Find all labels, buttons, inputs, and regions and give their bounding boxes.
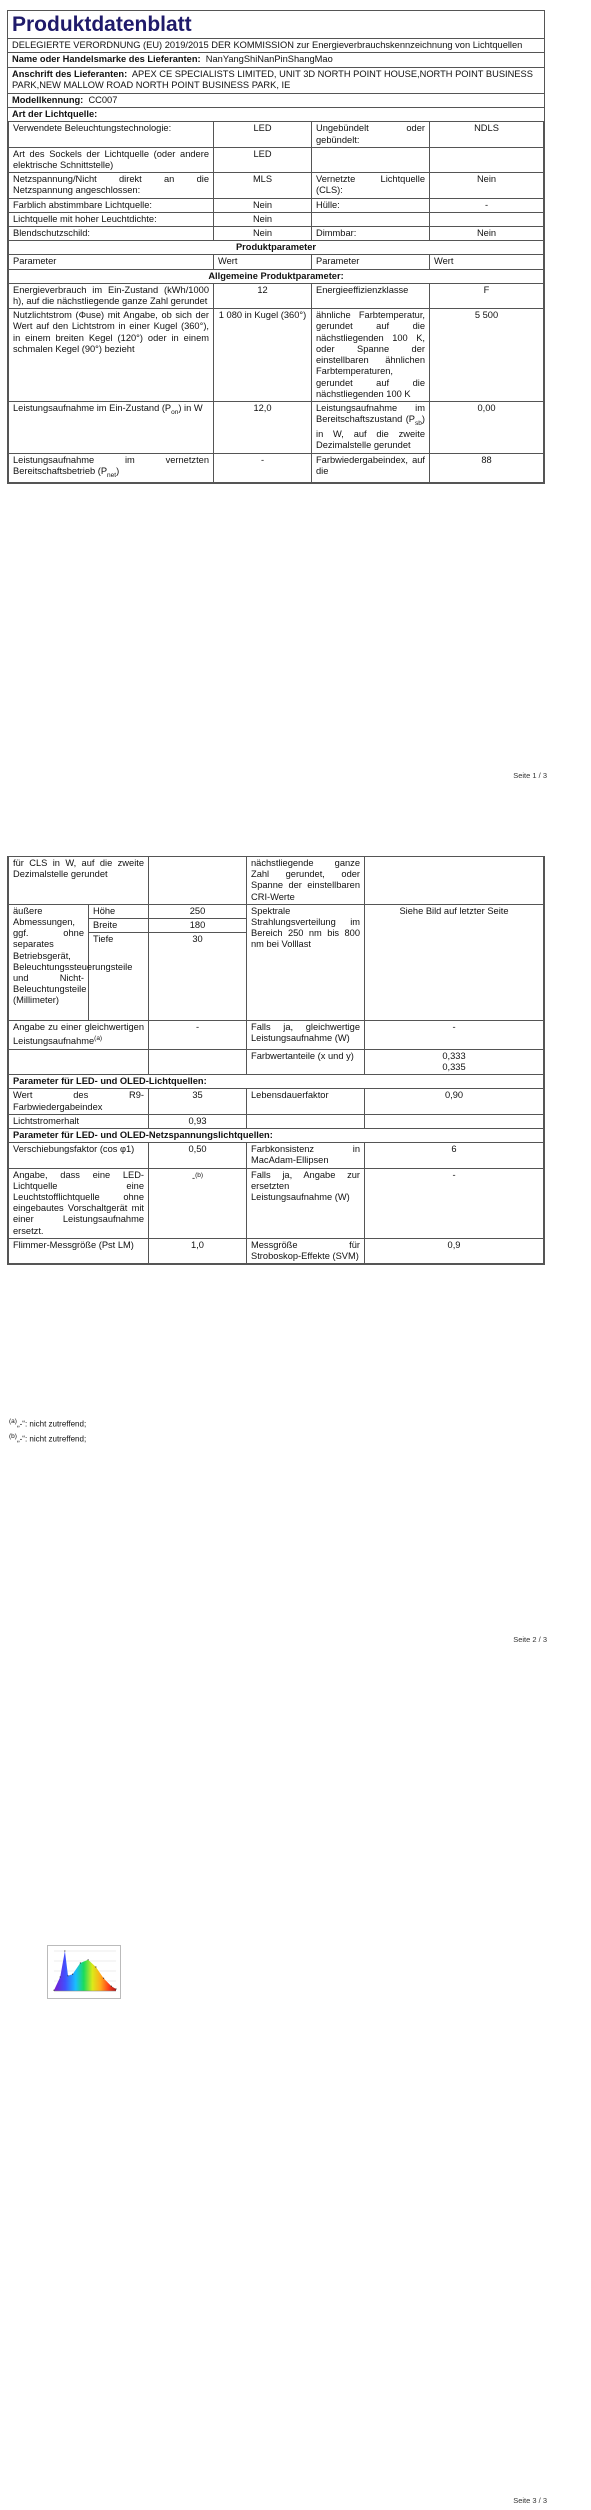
cell-label bbox=[9, 1021, 149, 1050]
spectrum-point bbox=[103, 1978, 104, 1979]
cell-label: Lichtquelle mit hoher Leuchtdichte: bbox=[9, 212, 214, 226]
col-header-param: Parameter bbox=[9, 255, 214, 269]
footnote-ref: (b) bbox=[195, 1171, 204, 1179]
footnote-ref: (a) bbox=[94, 1035, 103, 1043]
section-header-row bbox=[9, 1075, 544, 1089]
width-label: Breite bbox=[89, 919, 149, 933]
cell-empty bbox=[9, 1049, 149, 1074]
table-row bbox=[9, 904, 544, 918]
spectrum-point bbox=[80, 1962, 81, 1963]
cell-label bbox=[9, 453, 214, 482]
footnotes bbox=[0, 1416, 86, 1445]
page-number: Seite 1 / 3 bbox=[513, 771, 547, 780]
table-row bbox=[9, 1168, 544, 1238]
page-number: Seite 3 / 3 bbox=[513, 2496, 547, 2505]
table-row bbox=[9, 122, 544, 147]
cell-label: Verwendete Beleuchtungstechnologie: bbox=[9, 122, 214, 147]
cell-label: Lichtstromerhalt bbox=[9, 1114, 149, 1128]
cell-value bbox=[365, 1049, 544, 1074]
height-value: 250 bbox=[149, 904, 247, 918]
supplier-address-row bbox=[8, 68, 544, 94]
label-part: ) in W bbox=[178, 402, 203, 413]
label-part: ) in W, auf die zweite Dezimalstelle gerundet bbox=[316, 414, 425, 451]
cell-value: 6 bbox=[365, 1143, 544, 1168]
datasheet-frame-1 bbox=[7, 10, 545, 484]
table-row bbox=[9, 147, 544, 172]
light-source-type-heading: Art der Lichtquelle: bbox=[12, 109, 98, 120]
cell-value: - bbox=[214, 453, 312, 482]
cell-label: Lebensdauerfaktor bbox=[247, 1089, 365, 1114]
led-params-heading: Parameter für LED- und OLED-Lichtquellen: bbox=[9, 1075, 544, 1089]
cell-label: Messgröße für Stroboskop-Effekte (SVM) bbox=[247, 1238, 365, 1263]
cell-label: Hülle: bbox=[312, 198, 430, 212]
cell-value: Nein bbox=[430, 227, 544, 241]
cell-value: MLS bbox=[214, 173, 312, 198]
cell-value: NDLS bbox=[430, 122, 544, 147]
regulation-text: DELEGIERTE VERORDNUNG (EU) 2019/2015 DER KOMMISSION zur Energieverbrauchskennzeichnung von Lichtquellen bbox=[8, 39, 544, 53]
cell-empty bbox=[430, 212, 544, 226]
table-row bbox=[9, 1238, 544, 1263]
cell-empty bbox=[149, 1049, 247, 1074]
footnote-text: „-“: nicht zutreffend; bbox=[16, 1434, 87, 1444]
table-row bbox=[9, 283, 544, 308]
cell-value: 12,0 bbox=[214, 401, 312, 453]
cell-value: 12 bbox=[214, 283, 312, 308]
column-header-row bbox=[9, 255, 544, 269]
col-header-value: Wert bbox=[214, 255, 312, 269]
spectrum-point bbox=[53, 1990, 54, 1991]
cell-value: LED bbox=[214, 147, 312, 172]
label-part: ) bbox=[116, 465, 120, 476]
cell-label: Farbkonsistenz in MacAdam-Ellipsen bbox=[247, 1143, 365, 1168]
cell-value: - bbox=[430, 198, 544, 212]
cell-label: Dimmbar: bbox=[312, 227, 430, 241]
label-sub: sb bbox=[415, 419, 422, 427]
col-header-param: Parameter bbox=[312, 255, 430, 269]
cell-label bbox=[312, 401, 430, 453]
cell-label: Angabe, dass eine LED-Lichtquelle eine Leuchtstofflichtquelle ohne eingebautes Vorschaltgerät mit einer Leistungsaufnahme ersetzt. bbox=[9, 1168, 149, 1238]
cell-value: 0,00 bbox=[430, 401, 544, 453]
spectrum-point bbox=[60, 1976, 61, 1977]
datasheet-frame-2 bbox=[7, 856, 545, 1265]
cell-label bbox=[9, 401, 214, 453]
table-row bbox=[9, 309, 544, 402]
table-row bbox=[9, 1143, 544, 1168]
footnote-text: „-“: nicht zutreffend; bbox=[16, 1419, 87, 1429]
footnote-mark: (a) bbox=[9, 1418, 17, 1425]
cell-label: Ungebündelt oder gebündelt: bbox=[312, 122, 430, 147]
cell-value: 1,0 bbox=[149, 1238, 247, 1263]
cell-empty bbox=[365, 857, 544, 905]
cell-label: Energieeffizienzklasse bbox=[312, 283, 430, 308]
params-table-cont bbox=[8, 856, 544, 1264]
product-params-heading: Produktparameter bbox=[9, 241, 544, 255]
height-label: Höhe bbox=[89, 904, 149, 918]
table-row bbox=[9, 1021, 544, 1050]
cell-label: Art des Sockels der Lichtquelle (oder andere elektrische Schnittstelle) bbox=[9, 147, 214, 172]
label-sub: net bbox=[107, 471, 117, 479]
table-row bbox=[9, 227, 544, 241]
cell-value: Nein bbox=[214, 198, 312, 212]
model-id: CC007 bbox=[88, 94, 118, 105]
cell-label: Nutzlichtstrom (Φuse) mit Angabe, ob sich der Wert auf den Lichtstrom in einer Kugel (360°), in einem breiten Kegel (120°) oder in einem schmalen Kegel (90°) bezieht bbox=[9, 309, 214, 402]
section-header-row bbox=[9, 1128, 544, 1142]
supplier-name-row bbox=[8, 53, 544, 67]
cell-label: für CLS in W, auf die zweite Dezimalstelle gerundet bbox=[9, 857, 149, 905]
footnote-a bbox=[9, 1416, 86, 1431]
supplier-name: NanYangShiNanPinShangMao bbox=[205, 54, 333, 65]
table-row bbox=[9, 1089, 544, 1114]
cell-label: Blendschutzschild: bbox=[9, 227, 214, 241]
cell-value: 1 080 in Kugel (360°) bbox=[214, 309, 312, 402]
cell-value: Siehe Bild auf letzter Seite bbox=[365, 904, 544, 1020]
supplier-address: APEX CE SPECIALISTS LIMITED, UNIT 3D NORTH POINT HOUSE,NORTH POINT BUSINESS PARK,NEW MALLOW ROAD NORTH POINT BUSINESS PARK, IE bbox=[12, 68, 533, 91]
footnote-mark: (b) bbox=[9, 1432, 17, 1440]
spectrum-chart bbox=[47, 1945, 121, 1999]
cell-value: 0,90 bbox=[365, 1089, 544, 1114]
cell-empty bbox=[365, 1114, 544, 1128]
label-part: Leistungsaufnahme im vernetzten Bereitschaftsbetrieb (P bbox=[13, 454, 209, 476]
table-row bbox=[9, 1049, 544, 1074]
cell-value: Nein bbox=[214, 227, 312, 241]
spectrum-point bbox=[111, 1986, 112, 1987]
page-3 bbox=[0, 1700, 591, 2510]
cell-label: nächstliegende ganze Zahl gerundet, oder Spanne der einstellbaren CRI-Werte bbox=[247, 857, 365, 905]
cell-label: Falls ja, Angabe zur ersetzten Leistungsaufnahme (W) bbox=[247, 1168, 365, 1238]
spectrum-point bbox=[67, 1975, 68, 1976]
page-number: Seite 2 / 3 bbox=[513, 1635, 547, 1644]
depth-value: 30 bbox=[149, 933, 247, 1021]
label-part: Leistungsaufnahme im Ein-Zustand (P bbox=[13, 402, 172, 413]
cell-value: - bbox=[365, 1168, 544, 1238]
cell-value: 5 500 bbox=[430, 309, 544, 402]
value-part: - bbox=[191, 1172, 196, 1183]
page-title: Produktdatenblatt bbox=[8, 11, 544, 39]
cell-value: Nein bbox=[214, 212, 312, 226]
table-row bbox=[9, 453, 544, 482]
cell-label: Farbwertanteile (x und y) bbox=[247, 1049, 365, 1074]
table-row bbox=[9, 212, 544, 226]
cell-empty bbox=[312, 212, 430, 226]
cell-label: Verschiebungsfaktor (cos φ1) bbox=[9, 1143, 149, 1168]
cell-value: LED bbox=[214, 122, 312, 147]
label-part: Leistungsaufnahme im Bereitschaftszustand (P bbox=[316, 402, 425, 425]
cell-label: Energieverbrauch im Ein-Zustand (kWh/1000 h), auf die nächstliegende ganze Zahl gerundet bbox=[9, 283, 214, 308]
cell-label: Wert des R9-Farbwiedergabeindex bbox=[9, 1089, 149, 1114]
width-value: 180 bbox=[149, 919, 247, 933]
spectrum-svg bbox=[48, 1946, 120, 1998]
table-row bbox=[9, 857, 544, 905]
cell-value bbox=[149, 1168, 247, 1238]
supplier-name-label: Name oder Handelsmarke des Lieferanten: bbox=[12, 54, 201, 65]
cell-empty bbox=[430, 147, 544, 172]
depth-label: Tiefe bbox=[89, 933, 149, 1021]
model-row bbox=[8, 94, 544, 108]
spectrum-point bbox=[72, 1974, 73, 1975]
cell-empty bbox=[312, 147, 430, 172]
cell-empty bbox=[247, 1114, 365, 1128]
cell-value: 0,93 bbox=[149, 1114, 247, 1128]
chroma-y: 0,335 bbox=[442, 1061, 466, 1072]
general-params-heading: Allgemeine Produktparameter: bbox=[9, 269, 544, 283]
cell-value: 35 bbox=[149, 1089, 247, 1114]
model-label: Modellkennung: bbox=[12, 94, 84, 105]
section-header-row bbox=[9, 241, 544, 255]
cell-empty bbox=[149, 857, 247, 905]
cell-label: Netzspannung/Nicht direkt an die Netzspannung angeschlossen: bbox=[9, 173, 214, 198]
cell-value: - bbox=[149, 1021, 247, 1050]
table-row bbox=[9, 198, 544, 212]
cell-label: Spektrale Strahlungsverteilung im Bereich 250 nm bis 800 nm bei Volllast bbox=[247, 904, 365, 1020]
page-1 bbox=[0, 0, 591, 800]
spectrum-point bbox=[115, 1988, 116, 1989]
spectrum-point bbox=[88, 1959, 89, 1960]
col-header-value: Wert bbox=[430, 255, 544, 269]
cell-label: Farbwiedergabeindex, auf die bbox=[312, 453, 430, 482]
label-sub: on bbox=[171, 408, 179, 416]
cell-label: Falls ja, gleichwertige Leistungsaufnahme (W) bbox=[247, 1021, 365, 1050]
cell-value: 88 bbox=[430, 453, 544, 482]
page-2 bbox=[0, 856, 591, 1656]
spectrum-point bbox=[95, 1966, 96, 1967]
table-row bbox=[9, 401, 544, 453]
cell-value: F bbox=[430, 283, 544, 308]
cell-label: ähnliche Farbtemperatur, gerundet auf die nächstliegenden 100 K, oder Spanne der einstellbaren ähnlichen Farbtemperaturen, gerundet auf die nächstliegenden 100 K bbox=[312, 309, 430, 402]
cell-value: Nein bbox=[430, 173, 544, 198]
spectrum-point bbox=[64, 1950, 65, 1951]
cell-label: Vernetzte Lichtquelle (CLS): bbox=[312, 173, 430, 198]
table-row bbox=[9, 173, 544, 198]
supplier-address-label: Anschrift des Lieferanten: bbox=[12, 68, 128, 79]
cell-value: 0,50 bbox=[149, 1143, 247, 1168]
table-row bbox=[9, 1114, 544, 1128]
chroma-x: 0,333 bbox=[442, 1050, 466, 1061]
section-header-row bbox=[9, 269, 544, 283]
light-source-table bbox=[8, 121, 544, 482]
mains-params-heading: Parameter für LED- und OLED-Netzspannungslichtquellen: bbox=[9, 1128, 544, 1142]
footnote-b bbox=[9, 1431, 86, 1446]
cell-value: - bbox=[365, 1021, 544, 1050]
cell-label: Farblich abstimmbare Lichtquelle: bbox=[9, 198, 214, 212]
cell-value: 0,9 bbox=[365, 1238, 544, 1263]
cell-label: Flimmer-Messgröße (Pst LM) bbox=[9, 1238, 149, 1263]
label-part: Angabe zu einer gleichwertigen Leistungsaufnahme bbox=[13, 1022, 145, 1047]
dimensions-label: äußere Abmessungen, ggf. ohne separates Betriebsgerät, Beleuchtungssteuerungsteile und Nicht-Beleuchtungsteile (Millimeter) bbox=[9, 904, 89, 1020]
